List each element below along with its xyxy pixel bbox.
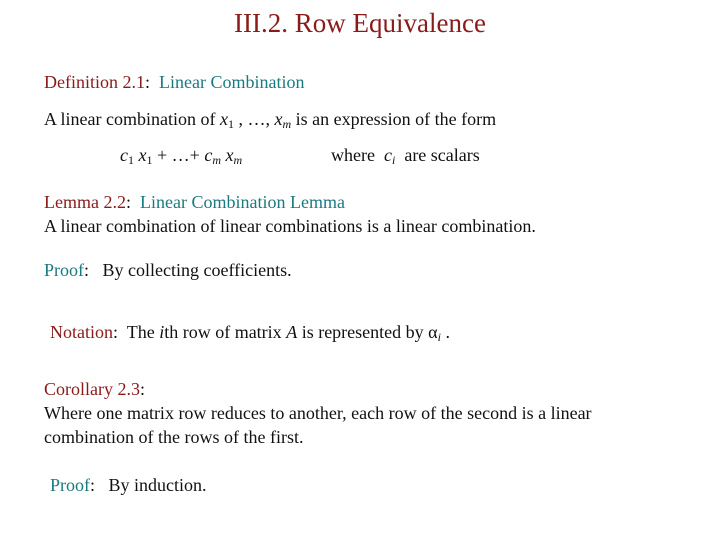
corollary-heading: Corollary 2.3: (44, 379, 146, 399)
definition-where: where $c_i$ are scalars (331, 145, 480, 167)
definition-text: A linear combination of $x_1$ , …, $x_m$ is an expression of the form (44, 109, 497, 131)
lemma-heading: Lemma 2.2: Linear Combination Lemma (44, 192, 345, 212)
notation-label: Notation (50, 322, 113, 342)
page-title: III.2. Row Equivalence (234, 8, 486, 38)
lemma-label: Lemma 2.2 (44, 192, 126, 212)
lemma-name: Linear Combination Lemma (140, 192, 345, 212)
lemma-text: A linear combination of linear combinations is a linear combination. (44, 216, 536, 236)
proof-text: By induction. (108, 475, 207, 495)
proof-induction: Proof: By induction. (50, 475, 207, 495)
corollary-line-2: combination of the rows of the first. (44, 427, 304, 447)
proof-collecting: Proof: By collecting coefficients. (44, 260, 292, 280)
notation-line: Notation: The ith row of matrix A is represented by $\alpha_i$ . (50, 322, 450, 344)
corollary-line-1: Where one matrix row reduces to another, each row of the second is a linear (44, 403, 592, 423)
proof-text: By collecting coefficients. (102, 260, 292, 280)
definition-formula: $c_1$ $x_1$ + …+ $c_m$ $x_m$ (120, 145, 243, 167)
definition-heading: Definition 2.1: Linear Combination (44, 72, 305, 92)
corollary-label: Corollary 2.3 (44, 379, 140, 399)
proof-label: Proof (44, 260, 84, 280)
definition-label: Definition 2.1 (44, 72, 145, 92)
proof-label: Proof (50, 475, 90, 495)
definition-name: Linear Combination (159, 72, 305, 92)
